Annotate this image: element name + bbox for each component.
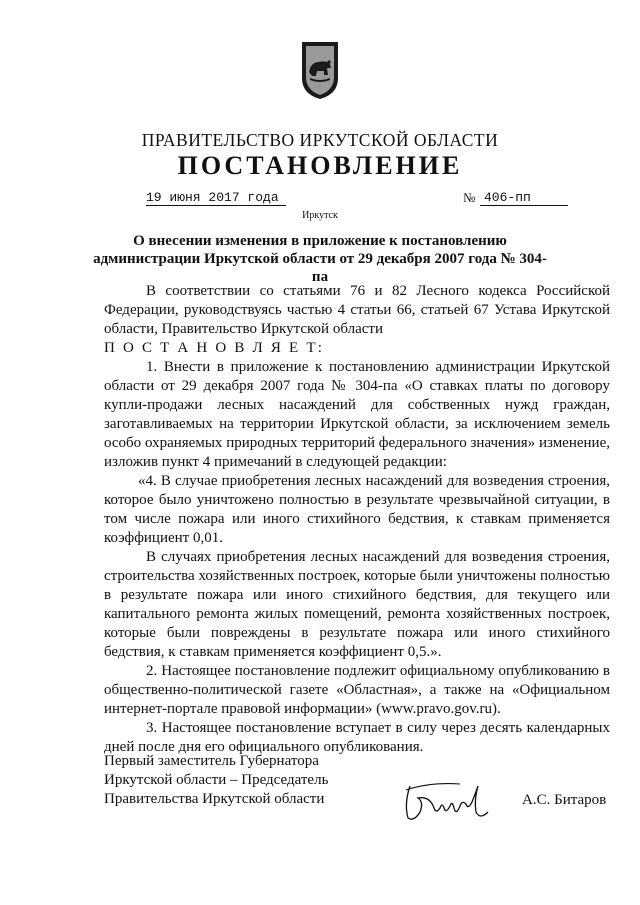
position-line-2: Иркутской области – Председатель: [104, 772, 329, 788]
position-line-3: Правительства Иркутской области: [104, 791, 325, 807]
title-line-2: администрации Иркутской области от 29 декабря 2007 года № 304-па: [93, 251, 547, 285]
item-2-paragraph: 2. Настоящее постановление подлежит официальному опубликованию в общественно-политической газете «Областная», а также на «Официальном интернет-портале правовой информации» (www.pravo.gov.ru).: [104, 663, 610, 717]
quote-paragraph-2: В случаях приобретения лесных насаждений для возведения строения, строительства хозяйственных построек, которые были уничтожены полностью в результате пожара или иного стихийного бедствия, для текущего или капитального ремонта жилых помещений, ремонта хозяйственных построек, которые были повреждены в результате пожара или иного стихийного бедствия, к ставкам применяется коэффициент 0,5.».: [104, 549, 610, 660]
document-body: [104, 282, 610, 757]
item-1-paragraph: 1. Внести в приложение к постановлению администрации Иркутской области от 29 декабря 2007 года № 304-па «О ставках платы по договору купли-продажи лесных насаждений для собственных нужд граждан, заготавливаемых на территории Иркутской области, за исключением земель особо охраняемых природных территорий федерального значения» изменение, изложив пункт 4 примечаний в следующей редакции:: [104, 359, 610, 470]
document-date: 19 июня 2017 года: [146, 190, 286, 206]
city-name: Иркутск: [302, 210, 338, 221]
quote-paragraph-1: «4. В случае приобретения лесных насаждений для возведения строения, которое было уничтожено полностью в результате чрезвычайной ситуации, в том числе пожара или иного стихийного бедствия, к ставкам применяется коэффициент 0,01.: [104, 473, 610, 546]
decree-word: П О С Т А Н О В Л Я Е Т:: [104, 340, 325, 356]
title-line-1: О внесении изменения в приложение к постановлению: [133, 233, 507, 249]
handwritten-signature: [400, 778, 500, 824]
signatory-position: [104, 752, 328, 809]
organization-name: ПРАВИТЕЛЬСТВО ИРКУТСКОЙ ОБЛАСТИ: [141, 130, 499, 150]
position-line-1: Первый заместитель Губернатора: [104, 753, 319, 769]
signer-name: А.С. Битаров: [522, 792, 607, 808]
document-title: [90, 232, 550, 286]
document-number: 406-пп: [480, 190, 568, 206]
number-sign: №: [463, 190, 476, 205]
preamble-paragraph: В соответствии со статьями 76 и 82 Лесного кодекса Российской Федерации, руководствуясь частью 4 статьи 66, статьей 67 Устава Иркутской области, Правительство Иркутской области: [104, 283, 610, 337]
coat-of-arms-emblem: [300, 38, 340, 100]
item-3-paragraph: 3. Настоящее постановление вступает в силу через десять календарных дней после дня его официального опубликования.: [104, 720, 610, 755]
document-type: ПОСТАНОВЛЕНИЕ: [177, 151, 463, 180]
